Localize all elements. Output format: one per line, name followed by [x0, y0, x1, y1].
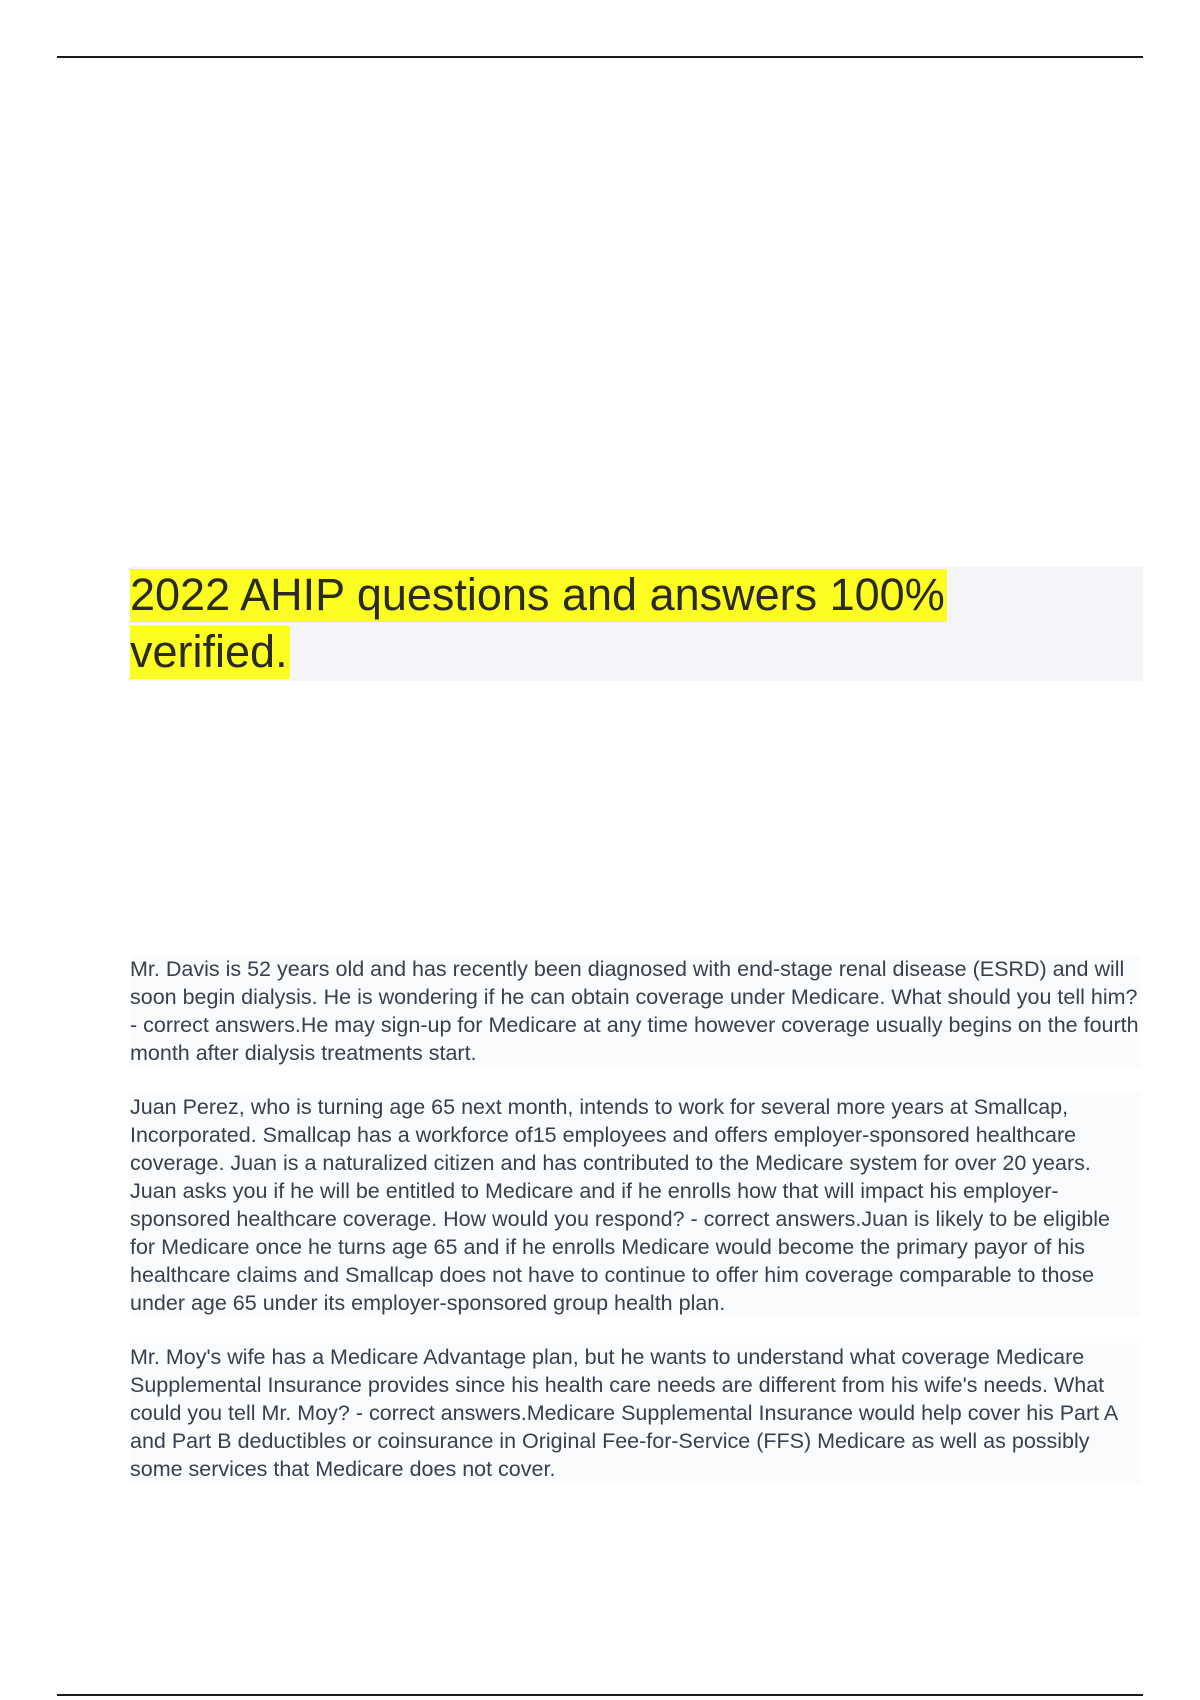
bottom-rule	[57, 1694, 1143, 1696]
paragraph-esrd: Mr. Davis is 52 years old and has recently been diagnosed with end-stage renal disease (ESRD) and will soon begin dialysis. He is wondering if he can obtain coverage under Medicare. What should you tell him? - correct answers.He may sign-up for Medicare at any time however coverage usually begins on the fourth month after dialysis treatments start.	[130, 957, 1139, 1065]
paragraph-juan-perez: Juan Perez, who is turning age 65 next month, intends to work for several more years at Smallcap, Incorporated. Smallcap has a workforce of15 employees and offers employer-sponsored healthcare coverage. Juan is a naturalized citizen and has contributed to the Medicare system for over 20 years. Juan asks you if he will be entitled to Medicare and if he enrolls how that will impact his employer-sponsored healthcare coverage. How would you respond? - correct answers.Juan is likely to be eligible for Medicare once he turns age 65 and if he enrolls Medicare would become the primary payor of his healthcare claims and Smallcap does not have to continue to offer him coverage comparable to those under age 65 under its employer-sponsored group health plan.	[130, 1093, 1140, 1317]
document-title	[130, 566, 1030, 680]
document-body	[130, 955, 1140, 1509]
title-highlight: 2022 AHIP questions and answers 100% verified.	[130, 569, 945, 677]
title-block	[130, 566, 1143, 681]
top-rule	[57, 56, 1143, 58]
paragraph-mr-moy: Mr. Moy's wife has a Medicare Advantage plan, but he wants to understand what coverage Medicare Supplemental Insurance provides since his health care needs are different from his wife's needs. What could you tell Mr. Moy? - correct answers.Medicare Supplemental Insurance would help cover his Part A and Part B deductibles or coinsurance in Original Fee-for-Service (FFS) Medicare as well as possibly some services that Medicare does not cover.	[130, 1343, 1140, 1483]
